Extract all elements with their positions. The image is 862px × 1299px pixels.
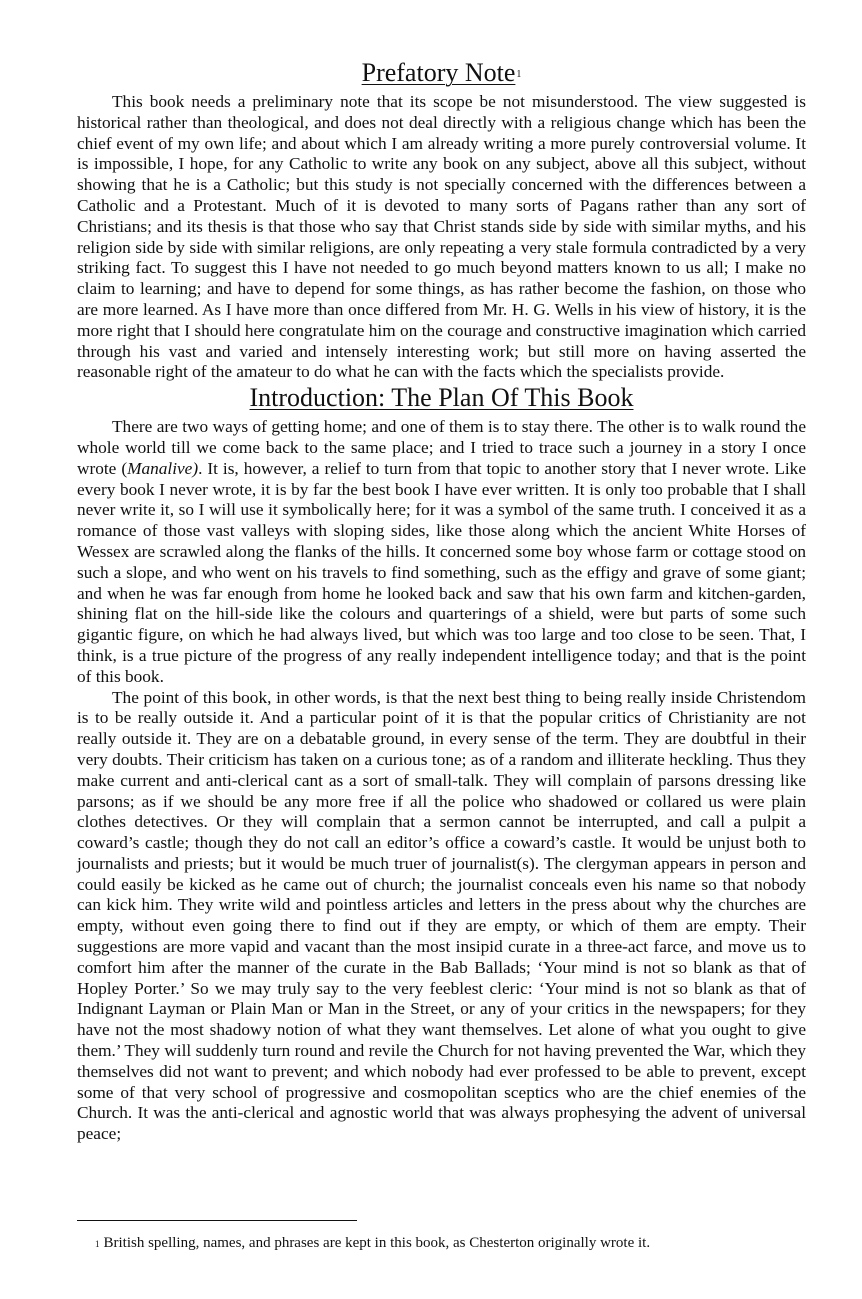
prefatory-note-heading xyxy=(77,58,806,88)
footnote-reference-mark[interactable]: 1 xyxy=(516,69,522,80)
introduction-heading xyxy=(77,383,806,413)
introduction-title: Introduction: The Plan Of This Book xyxy=(249,383,634,413)
introduction-paragraph-1 xyxy=(77,417,806,687)
introduction-paragraph-1-end: . It is, however, a relief to turn from that topic to another story that I never wrote. Like every book I never wrote, it is by far the best book I have ever written. It is only too probable that I shall never write it, so I will use it symbolically here; for it was a symbol of the same truth. I conceived it as a romance of those vast valleys with sloping sides, like those along which the ancient White Horses of Wessex are scrawled along the flanks of the hills. It concerned some boy whose farm or cottage stood on such a slope, and who went on his travels to find something, such as the effigy and grave of some giant; and when he was far enough from home he looked back and saw that his own farm and kitchen-garden, shining flat on the hill-side like the colours and quarterings of a shield, were but parts of some such gigantic figure, on which he had always lived, but which was too large and too close to be seen. That, I think, is a true picture of the progress of any really independent intelligence today; and that is the point of this book. xyxy=(77,458,806,686)
footnote-divider xyxy=(77,1220,357,1221)
prefatory-note-paragraph: This book needs a preliminary note that its scope be not misunderstood. The view suggested is historical rather than theological, and does not deal directly with a religious change which has been the chief event of my own life; and about which I am already writing a more purely controversial volume. It is impossible, I hope, for any Catholic to write any book on any subject, above all this subject, without showing that he is a Catholic; but this study is not specially concerned with the differences between a Catholic and a Protestant. Much of it is devoted to many sorts of Pagans rather than any sort of Christians; and its thesis is that those who say that Christ stands side by side with similar myths, and his religion side by side with similar religions, are only repeating a very stale formula contradicted by a very striking fact. To suggest this I have not needed to go much beyond matters known to us all; I make no claim to learning; and have to depend for some things, as has rather become the fashion, on those who are more learned. As I have more than once differed from Mr. H. G. Wells in his view of history, it is the more right that I should here congratulate him on the courage and constructive imagination which carried through his vast and varied and intensely interesting work; but still more on having asserted the reasonable right of the amateur to do what he can with the facts which the specialists provide. xyxy=(77,92,806,382)
prefatory-note-title: Prefatory Note xyxy=(361,58,516,87)
footnote-mark: 1 xyxy=(95,1239,100,1249)
book-title-manalive: Manalive) xyxy=(127,458,199,478)
introduction-paragraph-2: The point of this book, in other words, is that the next best thing to being really inside Christendom is to be really outside it. And a particular point of it is that the popular critics of Christianity are not really outside it. They are on a debatable ground, in every sense of the term. They are doubtful in their very doubts. Their criticism has taken on a curious tone; as of a random and illiterate heckling. Thus they make current and anti-clerical cant as a sort of small-talk. They will complain of parsons dressing like parsons; as if we should be any more free if all the police who shadowed or collared us were plain clothes detectives. Or they will complain that a sermon cannot be interrupted, and call a pulpit a coward’s castle; though they do not call an editor’s office a coward’s castle. It would be unjust both to journalists and priests; but it would be much truer of journalist(s). The clergyman appears in person and could easily be kicked as he came out of church; the journalist conceals even his name so that nobody can kick him. They write wild and pointless articles and letters in the press about why the churches are empty, without even going there to find out if they are empty, or which of them are empty. Their suggestions are more vapid and vacant than the most insipid curate in a three-act farce, and move us to comfort him after the manner of the curate in the Bab Ballads; ‘Your mind is not so blank as that of Hopley Porter.’ So we may truly say to the very feeblest cleric: ‘Your mind is not so blank as that of Indignant Layman or Plain Man or Man in the Street, or any of your critics in the newspapers; for they have not the most shadowy notion of what they want themselves. Let alone of what you ought to give them.’ They will suddenly turn round and revile the Church for not having prevented the War, which they themselves did not want to prevent; and which nobody had ever professed to be able to prevent, except some of that very school of progressive and cosmopolitan sceptics who are the chief enemies of the Church. It was the anti-clerical and agnostic world that was always prophesying the advent of universal peace; xyxy=(77,687,806,1144)
footnote-text: British spelling, names, and phrases are kept in this book, as Chesterton originally wrote it. xyxy=(103,1235,651,1251)
page-body xyxy=(77,58,806,1145)
introduction-paragraph-1-start: There are two ways of getting home; and one of them is to stay there. The other is to walk round the whole world till we come back to the same place; and I tried to trace such a journey in a story I once wrote ( xyxy=(77,417,806,478)
footnote xyxy=(95,1234,795,1252)
